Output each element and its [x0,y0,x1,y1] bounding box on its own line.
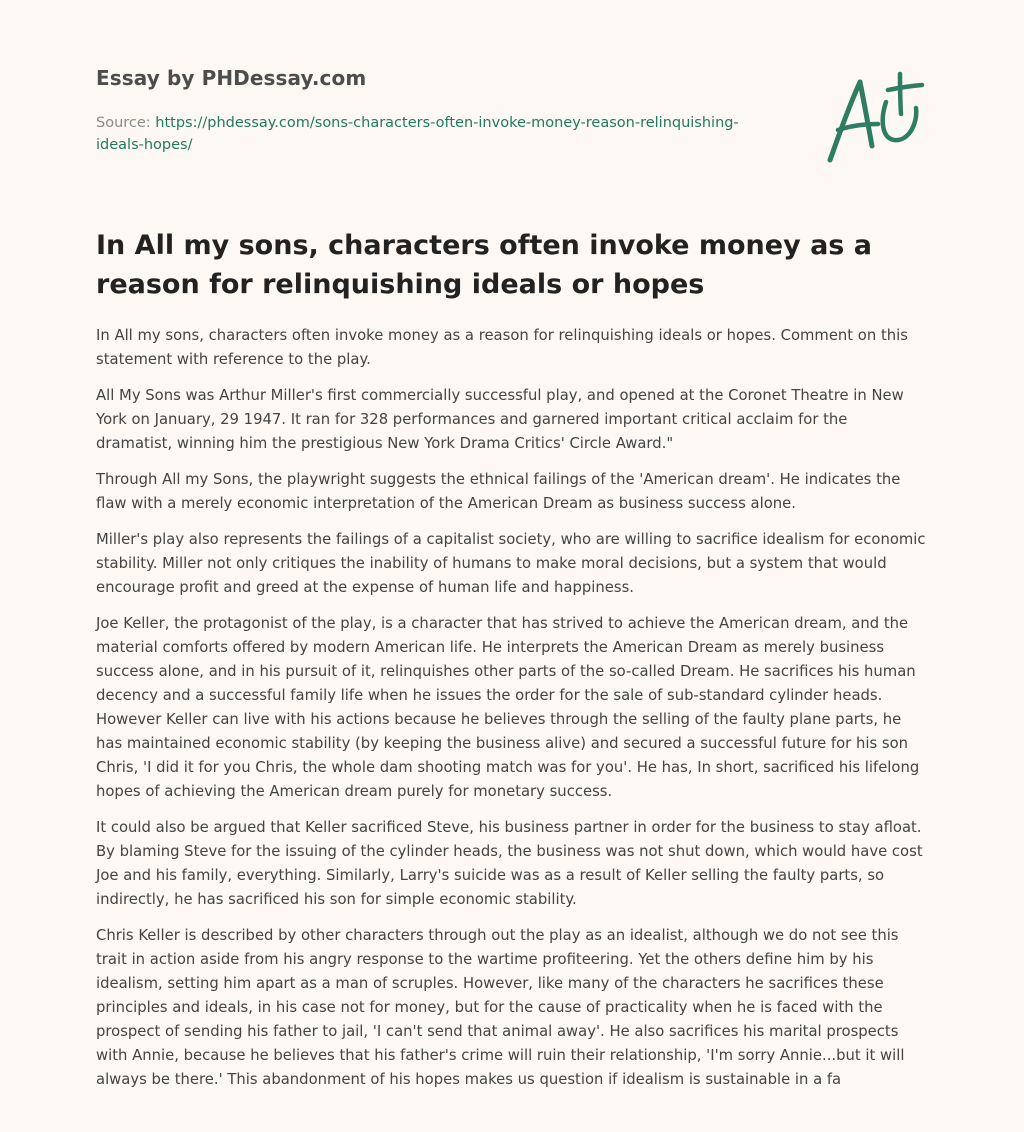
source-line [96,112,786,156]
source-link[interactable]: https://phdessay.com/sons-characters-often-invoke-money-reason-relinquishing-ideals-hopes/ [96,115,739,153]
essay-paragraph: Through All my Sons, the playwright suggests the ethnical failings of the 'American dream'. He indicates the flaw with a merely economic interpretation of the American Dream as business success alone. [96,471,901,512]
source-label: Source: [96,115,156,131]
essay-page [96,0,926,1088]
site-header [96,0,926,200]
site-title: Essay by PHDessay.com [96,66,367,90]
essay-paragraph: Miller's play also represents the failings of a capitalist society, who are willing to sacrifice idealism for economic stability. Miller not only critiques the inability of humans to make moral decisions, but a system that would encourage profit and greed at the expense of human life and happiness. [96,531,926,596]
essay-paragraph: In All my sons, characters often invoke money as a reason for relinquishing ideals or hopes. Comment on this statement with reference to the play. [96,327,908,368]
essay-paragraph: Chris Keller is described by other characters through out the play as an idealist, although we do not see this trait in action aside from his angry response to the wartime profiteering. Yet the others define him by his idealism, setting him apart as a man of scruples. However, like many of the characters he sacrifices these principles and ideals, in his case not for money, but for the cause of practicality when he is faced with the prospect of sending his father to jail, 'I can't send that animal away'. He also sacrifices his marital prospects with Annie, because he believes that his father's crime will ruin their relationship, 'I'm sorry Annie...but it will always be there.' This abandonment of his hopes makes us question if idealism is sustainable in a fa [96,927,905,1088]
essay-paragraph: All My Sons was Arthur Miller's first commercially successful play, and opened at the Coronet Theatre in New York on January, 29 1947. It ran for 328 performances and garnered important critical acclaim for the dramatist, winning him the prestigious New York Drama Critics' Circle Award." [96,387,904,452]
essay-paragraph: It could also be argued that Keller sacrificed Steve, his business partner in order for the business to stay afloat. By blaming Steve for the issuing of the cylinder heads, the business was not shut down, which would have cost Joe and his family, everything. Similarly, Larry's suicide was as a result of Keller selling the faulty parts, so indirectly, he has sacrificed his son for simple economic stability. [96,819,923,908]
a-plus-logo-icon [824,68,928,164]
essay-title: In All my sons, characters often invoke money as a reason for relinquishing ideals or hopes [96,230,872,300]
essay-paragraph: Joe Keller, the protagonist of the play, is a character that has strived to achieve the American dream, and the material comforts offered by modern American life. He interprets the American Dream as merely business success alone, and in his pursuit of it, relinquishes other parts of the so-called Dream. He sacrifices his human decency and a successful family life when he issues the order for the sale of sub-standard cylinder heads. However Keller can live with his actions because he believes through the selling of the faulty plane parts, he has maintained economic stability (by keeping the business alive) and secured a successful future for his son Chris, 'I did it for you Chris, the whole dam shooting match was for you'. He has, In short, sacrificed his lifelong hopes of achieving the American dream purely for monetary success. [96,615,920,800]
essay-body [96,324,928,1104]
